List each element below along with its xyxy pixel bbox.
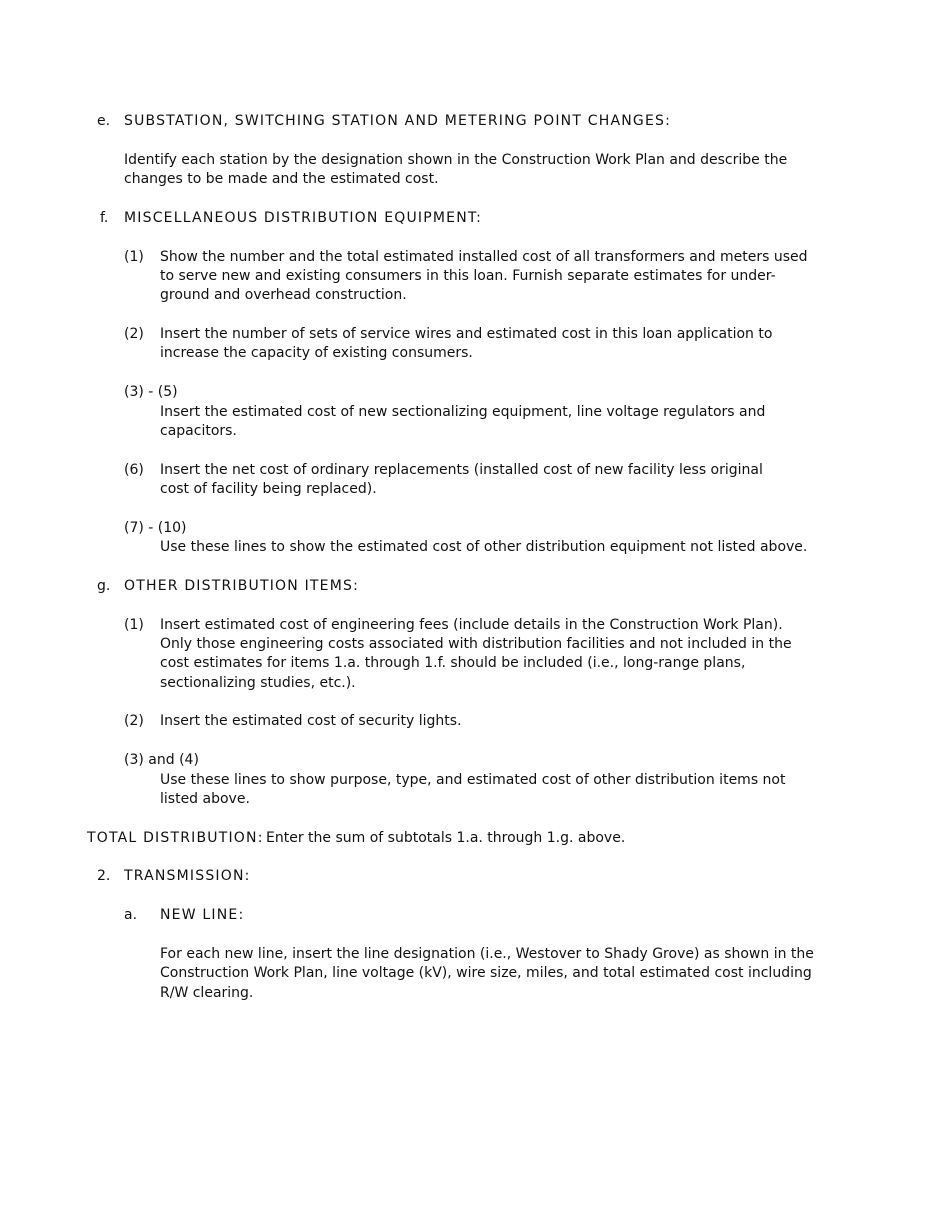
item-text-line: Use these lines to show purpose, type, and estimated cost of other distribution items not [160,772,786,788]
item-text-line: Show the number and the total estimated installed cost of all transformers and meters used [160,249,808,265]
subsection-a-paragraph-line: R/W clearing. [160,985,254,1001]
item-number: (1) [124,249,144,265]
section-g-heading: OTHER DISTRIBUTION ITEMS: [124,578,360,594]
item-text-line: Insert the estimated cost of security lights. [160,713,462,729]
item-text-line: capacitors. [160,423,237,439]
item-text-line: Insert estimated cost of engineering fees (include details in the Construction Work Plan). [160,617,783,633]
total-distribution-text: Enter the sum of subtotals 1.a. through 1.g. above. [266,830,626,846]
section-2-heading: TRANSMISSION: [124,868,251,884]
item-number: (7) - (10) [124,520,187,536]
subsection-a-heading: NEW LINE: [160,907,245,923]
item-number: (2) [124,713,144,729]
item-number: (3) and (4) [124,752,199,768]
item-number: (6) [124,462,144,478]
section-e-heading: SUBSTATION, SWITCHING STATION AND METERING POINT CHANGES: [124,113,672,129]
item-number: (3) - (5) [124,384,178,400]
total-distribution-label: TOTAL DISTRIBUTION: [87,830,264,846]
item-text-line: cost estimates for items 1.a. through 1.f. should be included (i.e., long-range plans, [160,655,746,671]
subsection-a-paragraph-line: For each new line, insert the line designation (i.e., Westover to Shady Grove) as shown in the [160,946,814,962]
item-text-line: Insert the estimated cost of new sectionalizing equipment, line voltage regulators and [160,404,766,420]
item-text-line: Use these lines to show the estimated cost of other distribution equipment not listed above. [160,539,808,555]
item-text-line: Insert the net cost of ordinary replacements (installed cost of new facility less original [160,462,763,478]
subsection-a-marker: a. [124,907,138,923]
section-g-marker: g. [97,578,111,594]
section-e-paragraph-line: changes to be made and the estimated cost. [124,171,439,187]
item-text-line: ground and overhead construction. [160,287,407,303]
subsection-a-paragraph-line: Construction Work Plan, line voltage (kV), wire size, miles, and total estimated cost including [160,965,812,981]
item-text-line: sectionalizing studies, etc.). [160,675,356,691]
item-number: (2) [124,326,144,342]
item-text-line: to serve new and existing consumers in this loan. Furnish separate estimates for under- [160,268,776,284]
section-e-marker: e. [97,113,111,129]
item-number: (1) [124,617,144,633]
item-text-line: increase the capacity of existing consumers. [160,345,473,361]
item-text-line: Insert the number of sets of service wires and estimated cost in this loan application to [160,326,773,342]
section-e-paragraph-line: Identify each station by the designation shown in the Construction Work Plan and describe the [124,152,788,168]
section-2-marker: 2. [97,868,111,884]
item-text-line: listed above. [160,791,250,807]
section-f-marker: f. [100,210,109,226]
section-f-heading: MISCELLANEOUS DISTRIBUTION EQUIPMENT: [124,210,483,226]
item-text-line: cost of facility being replaced). [160,481,377,497]
item-text-line: Only those engineering costs associated with distribution facilities and not included in the [160,636,792,652]
